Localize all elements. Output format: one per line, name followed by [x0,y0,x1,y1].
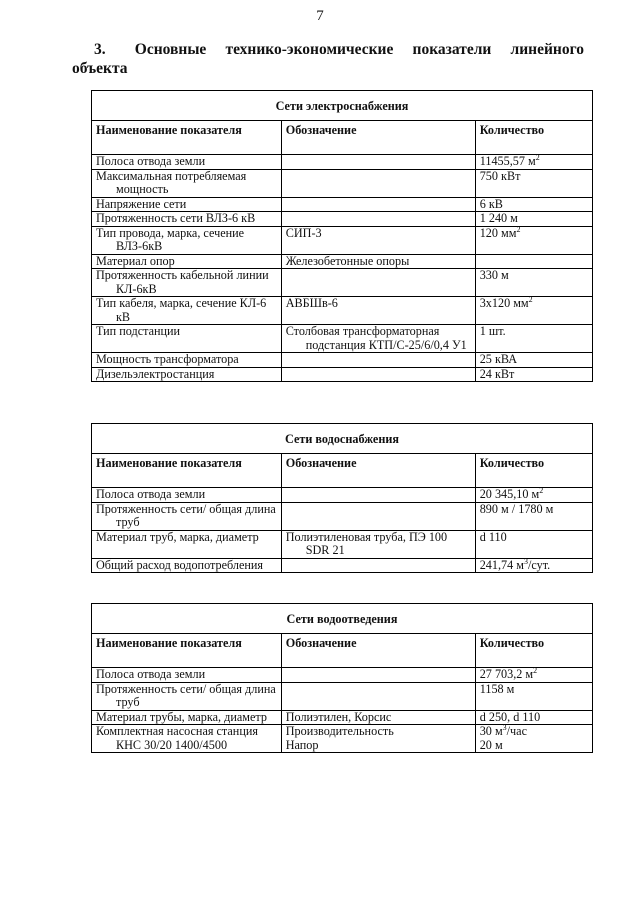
designation-cell: Железобетонные опоры [281,254,475,269]
quantity-cell: 1158 м [475,682,592,710]
indicator-name-cell: Протяженность кабельной линии КЛ-6кВ [92,269,282,297]
table-row [92,197,593,212]
designation-cell [281,155,475,170]
quantity-cell: d 250, d 110 [475,710,592,725]
indicator-name-cell: Общий расход водопотребления [92,558,282,573]
column-header: Обозначение [281,120,475,155]
indicator-name-cell: Протяженность сети/ общая длина труб [92,502,282,530]
indicator-name-cell: Материал трубы, марка, диаметр [92,710,282,725]
indicator-name-cell: Тип подстанции [92,325,282,353]
section-heading [72,40,584,78]
quantity-cell: 1 240 м [475,212,592,227]
sewerage-table [91,603,593,753]
column-header: Обозначение [281,453,475,488]
quantity-cell: 750 кВт [475,169,592,197]
heading-line2: объекта [72,60,128,77]
quantity-cell: 241,74 $м^3$/сут. [475,558,592,573]
table-title: Сети водоснабжения [92,424,593,454]
indicator-name-cell: Дизельэлектростанция [92,367,282,382]
indicator-name-cell: Напряжение сети [92,197,282,212]
quantity-cell [475,254,592,269]
quantity-cell: 6 кВ [475,197,592,212]
indicator-name-cell: Полоса отвода земли [92,488,282,503]
quantity-cell: 30 $м^3$/час 20 м [475,725,592,753]
designation-cell [281,502,475,530]
heading-word: линейного [510,41,584,58]
column-header: Наименование показателя [92,453,282,488]
column-header: Количество [475,453,592,488]
indicator-name-cell: Тип кабеля, марка, сечение КЛ-6 кВ [92,297,282,325]
table-row [92,682,593,710]
indicator-name-cell: Материал труб, марка, диаметр [92,530,282,558]
power-supply-table [91,90,593,382]
water-supply-table [91,423,593,573]
designation-cell: Столбовая трансформаторная подстанция КТП/С-25/6/0,4 У1 [281,325,475,353]
designation-cell [281,197,475,212]
designation-cell [281,269,475,297]
table-row [92,725,593,753]
quantity-cell: 3х120 $мм^2$ [475,297,592,325]
table-row [92,297,593,325]
designation-cell: Полиэтилен, Корсис [281,710,475,725]
indicator-name-cell: Полоса отвода земли [92,155,282,170]
heading-word: показатели [412,41,492,58]
column-header: Количество [475,120,592,155]
quantity-cell: 1 шт. [475,325,592,353]
indicator-name-cell: Полоса отвода земли [92,668,282,683]
table-row [92,367,593,382]
quantity-cell: 330 м [475,269,592,297]
designation-cell [281,169,475,197]
quantity-cell: 120 $мм^2$ [475,226,592,254]
table-row [92,269,593,297]
column-header: Наименование показателя [92,120,282,155]
quantity-cell: 11455,57 $м^2$ [475,155,592,170]
quantity-cell: 20 345,10 $м^2$ [475,488,592,503]
section-number: 3. [94,41,106,58]
table-row [92,668,593,683]
quantity-cell: 27 703,2 $м^2$ [475,668,592,683]
designation-cell [281,558,475,573]
table-row [92,530,593,558]
quantity-cell: 890 м / 1780 м [475,502,592,530]
indicator-name-cell: Протяженность сети/ общая длина труб [92,682,282,710]
table-row [92,254,593,269]
table-row [92,155,593,170]
heading-word: технико-экономические [225,41,394,58]
quantity-cell: 25 кВА [475,353,592,368]
column-header: Количество [475,633,592,668]
table-row [92,710,593,725]
table-title: Сети электроснабжения [92,91,593,121]
quantity-cell: d 110 [475,530,592,558]
designation-cell [281,668,475,683]
table-row [92,169,593,197]
indicator-name-cell: Мощность трансформатора [92,353,282,368]
table-row [92,502,593,530]
designation-cell [281,367,475,382]
table-title: Сети водоотведения [92,604,593,634]
indicator-name-cell: Протяженность сети ВЛЗ-6 кВ [92,212,282,227]
heading-word: Основные [134,41,207,58]
column-header: Наименование показателя [92,633,282,668]
indicator-name-cell: Материал опор [92,254,282,269]
quantity-cell: 24 кВт [475,367,592,382]
indicator-name-cell: Комплектная насосная станция КНС 30/20 1400/4500 [92,725,282,753]
table-row [92,226,593,254]
designation-cell: АВБШв-6 [281,297,475,325]
table-row [92,325,593,353]
indicator-name-cell: Тип провода, марка, сечение ВЛЗ-6кВ [92,226,282,254]
designation-cell [281,212,475,227]
table-row [92,488,593,503]
table-row [92,558,593,573]
designation-cell: Полиэтиленовая труба, ПЭ 100 SDR 21 [281,530,475,558]
designation-cell: СИП-3 [281,226,475,254]
designation-cell [281,353,475,368]
designation-cell [281,682,475,710]
designation-cell [281,488,475,503]
column-header: Обозначение [281,633,475,668]
page-number: 7 [316,8,324,24]
designation-cell: Производительность Напор [281,725,475,753]
indicator-name-cell: Максимальная потребляемая мощность [92,169,282,197]
table-row [92,353,593,368]
